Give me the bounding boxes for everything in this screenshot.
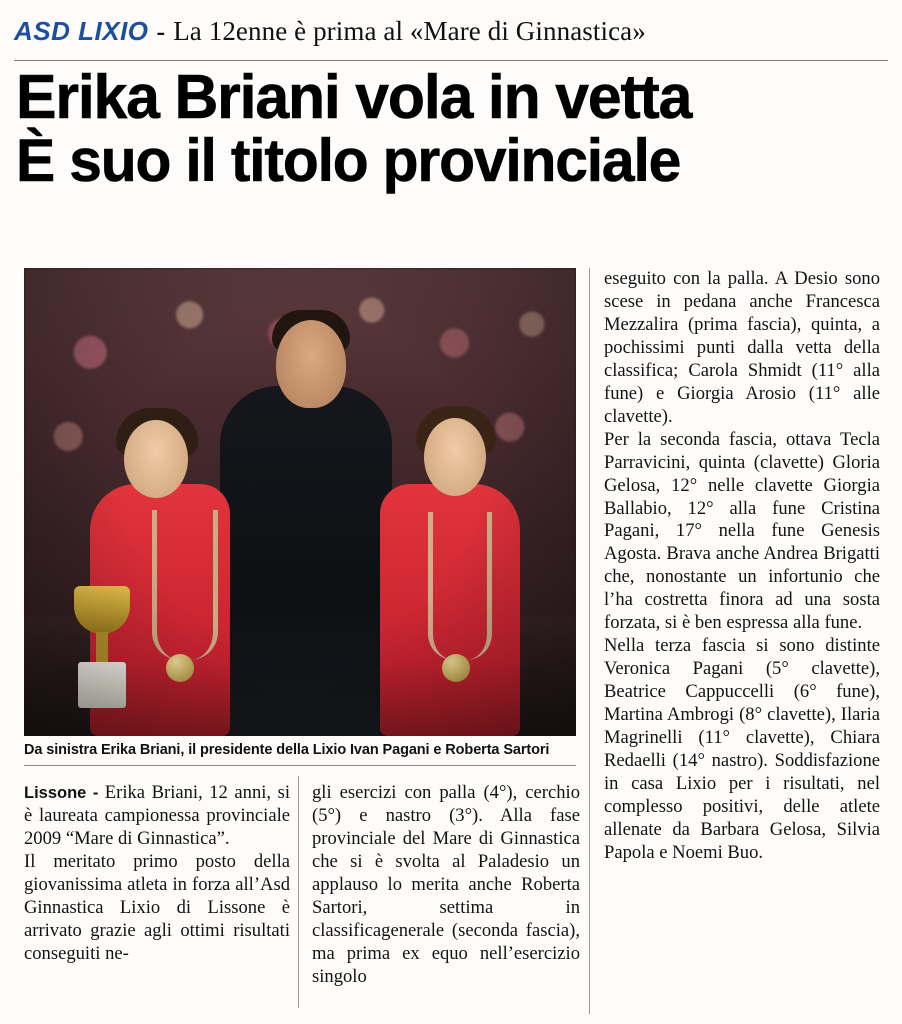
body-column-2	[312, 782, 580, 989]
body-paragraph-5: Per la seconda fascia, ottava Tecla Parravicini, quinta (clavette) Gloria Gelosa, 12° nelle clavette Giorgia Ballabio, 12° alla fune Cristina Pagani, 17° nella fune Genesis Agosta. Brava anche Andrea Brigatti che, nonostante un infortunio che l’ha costretta finora ad una sosta forzata, si è ben espressa alla fune.	[604, 428, 880, 634]
header-divider	[14, 60, 888, 61]
caption-divider	[24, 765, 576, 766]
headline-line-1: Erika Briani vola in vetta	[16, 63, 692, 132]
kicker-dash: -	[156, 17, 166, 46]
column-divider-1	[298, 776, 299, 1008]
column-divider-2	[589, 268, 590, 1014]
lead-place: Lissone -	[24, 784, 105, 802]
kicker-text: La 12enne è prima al «Mare di Ginnastica»	[173, 16, 646, 46]
body-paragraph-4: eseguito con la palla. A Desio sono scese in pedana anche Francesca Mezzalira (prima fascia), quinta, a pochissimi punti dalla vetta della classifica; Carola Shmidt (11° alla fune) e Giorgia Arosio (11° alle clavette).	[604, 268, 880, 427]
article-content	[16, 268, 888, 1016]
body-paragraph-3: gli esercizi con palla (4°), cerchio (5°) e nastro (3°). Alla fase provinciale del Mare di Ginnastica che si è svolta al Paladesio un applauso lo merita anche Roberta Sartori, settima in classificagenerale (seconda fascia), ma prima ex equo nell’esercizio singolo	[312, 782, 580, 987]
body-column-1	[24, 782, 290, 966]
kicker-label: ASD LIXIO	[14, 16, 149, 46]
photo-vignette	[24, 268, 576, 736]
kicker	[14, 16, 888, 52]
photo-block	[24, 268, 576, 766]
body-column-3	[604, 268, 880, 865]
body-paragraph-1-text: Erika Briani, 12 anni, si è laureata campionessa provinciale 2009 “Mare di Ginnastica”.	[24, 782, 290, 849]
body-paragraph-2: Il meritato primo posto della giovanissima atleta in forza all’Asd Ginnastica Lixio di Lissone è arrivato grazie agli ottimi risultati conseguiti ne-	[24, 850, 290, 964]
article-photo	[24, 268, 576, 736]
photo-caption: Da sinistra Erika Briani, il presidente della Lixio Ivan Pagani e Roberta Sartori	[24, 742, 550, 758]
body-paragraph-6: Nella terza fascia si sono distinte Veronica Pagani (5° clavette), Beatrice Cappuccelli (6° fune), Martina Ambrogi (8° clavette), Ilaria Magrinelli (11° clavette), Chiara Redaelli (14° nastro). Soddisfazione in casa Lixio per i risultati, nel complesso positivi, delle atlete allenate da Barbara Gelosa, Silvia Papola e Noemi Buo.	[604, 635, 880, 863]
body-paragraph-1	[24, 782, 290, 851]
page-title	[16, 63, 888, 195]
headline-line-2: È suo il titolo provinciale	[16, 127, 681, 195]
